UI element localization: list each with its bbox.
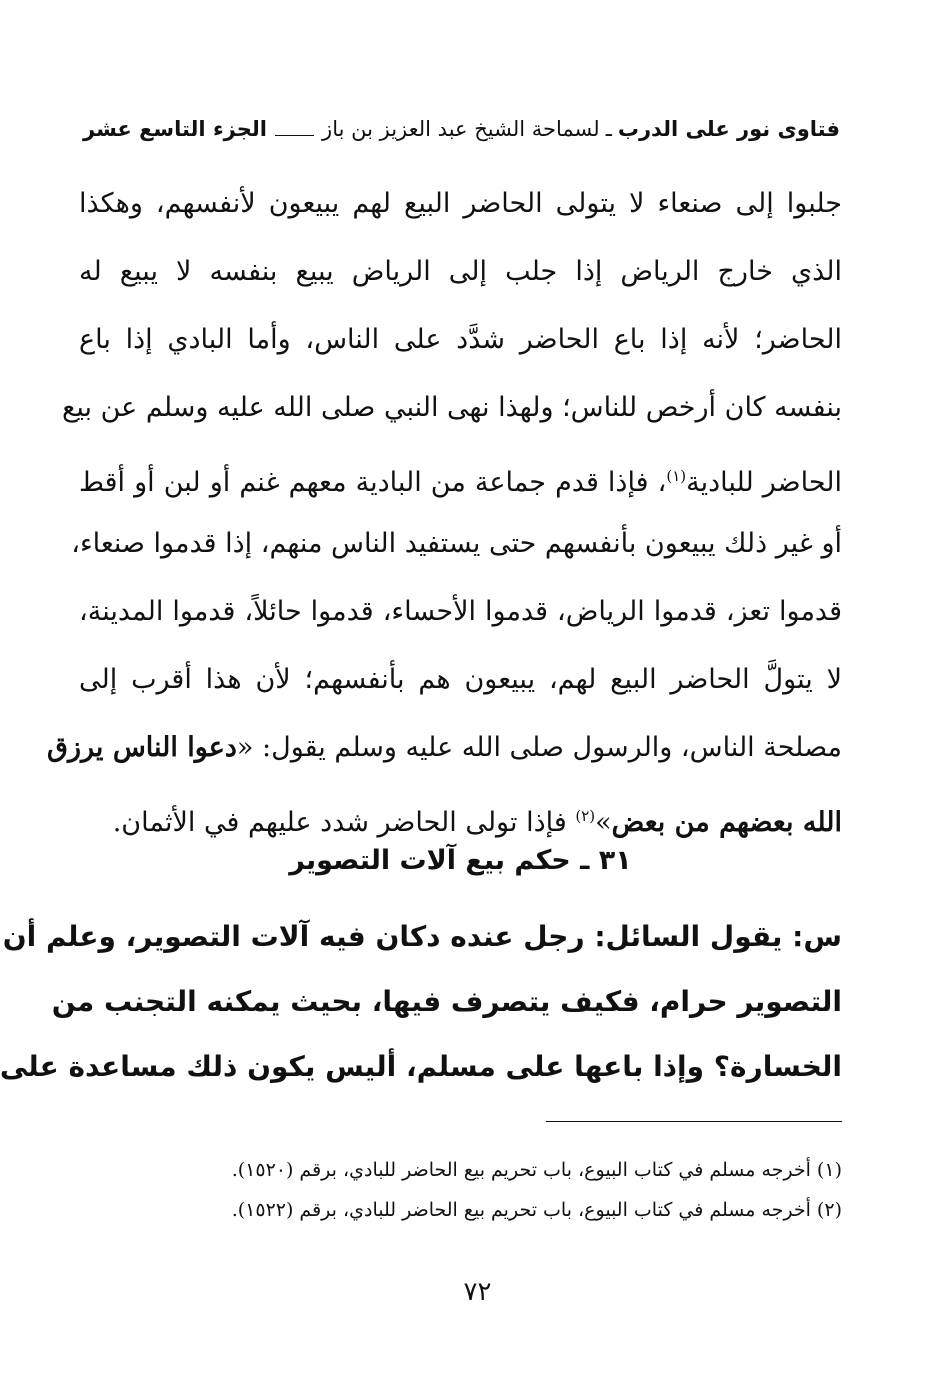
question-line: التصوير حرام، فكيف يتصرف فيها، بحيث يمكنه التجنب من bbox=[51, 985, 842, 1018]
question-line: الخسارة؟ وإذا باعها على مسلم، أليس يكون ذلك مساعدة على bbox=[0, 1050, 842, 1083]
hadith-quote: دعوا الناس يرزق bbox=[47, 732, 237, 763]
body-line: جلبوا إلى صنعاء لا يتولى الحاضر البيع لهم يبيعون لأنفسهم، وهكذا bbox=[79, 188, 842, 219]
footnotes bbox=[79, 1150, 842, 1230]
page-number: ٧٢ bbox=[463, 1277, 492, 1307]
body-text bbox=[47, 173, 842, 853]
book-title: فتاوى نور على الدرب bbox=[617, 117, 840, 141]
question-text bbox=[0, 906, 842, 1101]
body-line: قدموا تعز، قدموا الرياض، قدموا الأحساء، قدموا حائلاً، قدموا المدينة، bbox=[79, 596, 842, 627]
header-separator: ـ bbox=[605, 117, 612, 141]
hadith-quote: الله بعضهم من بعض bbox=[611, 807, 842, 838]
body-line: لا يتولَّ الحاضر البيع لهم، يبيعون هم بأنفسهم؛ لأن هذا أقرب إلى bbox=[79, 664, 842, 695]
quote-mark: » bbox=[595, 807, 612, 838]
volume-label: الجزء التاسع عشر bbox=[83, 117, 267, 141]
footnote-divider bbox=[546, 1121, 842, 1122]
footnote: (٢) أخرجه مسلم في كتاب البيوع، باب تحريم بيع الحاضر للبادي، برقم (١٥٢٢). bbox=[231, 1199, 842, 1221]
footnote-ref-2: (٢) bbox=[575, 807, 596, 825]
body-line: أو غير ذلك يبيعون بأنفسهم حتى يستفيد الناس منهم، إذا قدموا صنعاء، bbox=[71, 528, 842, 559]
footnote: (١) أخرجه مسلم في كتاب البيوع، باب تحريم بيع الحاضر للبادي، برقم (١٥٢٠). bbox=[231, 1159, 842, 1181]
body-line bbox=[79, 445, 842, 513]
section-heading: ٣١ ـ حكم بيع آلات التصوير bbox=[289, 845, 632, 876]
body-line: بنفسه كان أرخص للناس؛ ولهذا نهى النبي صلى الله عليه وسلم عن بيع bbox=[62, 392, 842, 423]
author-name: لسماحة الشيخ عبد العزيز بن باز bbox=[322, 117, 600, 141]
running-header bbox=[83, 112, 840, 146]
header-rule bbox=[275, 123, 314, 136]
footnote-ref-1: (١) bbox=[666, 467, 687, 485]
body-text-segment: مصلحة الناس، والرسول صلى الله عليه وسلم يقول: « bbox=[236, 732, 842, 763]
body-text-segment: الحاضر للبادية bbox=[686, 467, 842, 498]
question-line: س: يقول السائل: رجل عنده دكان فيه آلات التصوير، وعلم أن bbox=[2, 920, 842, 953]
body-line bbox=[47, 717, 842, 785]
body-line: الحاضر؛ لأنه إذا باع الحاضر شدَّد على الناس، وأما البادي إذا باع bbox=[79, 324, 842, 355]
body-line: الذي خارج الرياض إذا جلب إلى الرياض يبيع بنفسه لا يبيع له bbox=[79, 256, 842, 287]
body-text-segment: فإذا تولى الحاضر شدد عليهم في الأثمان. bbox=[112, 807, 576, 838]
body-text-segment: ، فإذا قدم جماعة من البادية معهم غنم أو لبن أو أقط bbox=[79, 467, 667, 498]
